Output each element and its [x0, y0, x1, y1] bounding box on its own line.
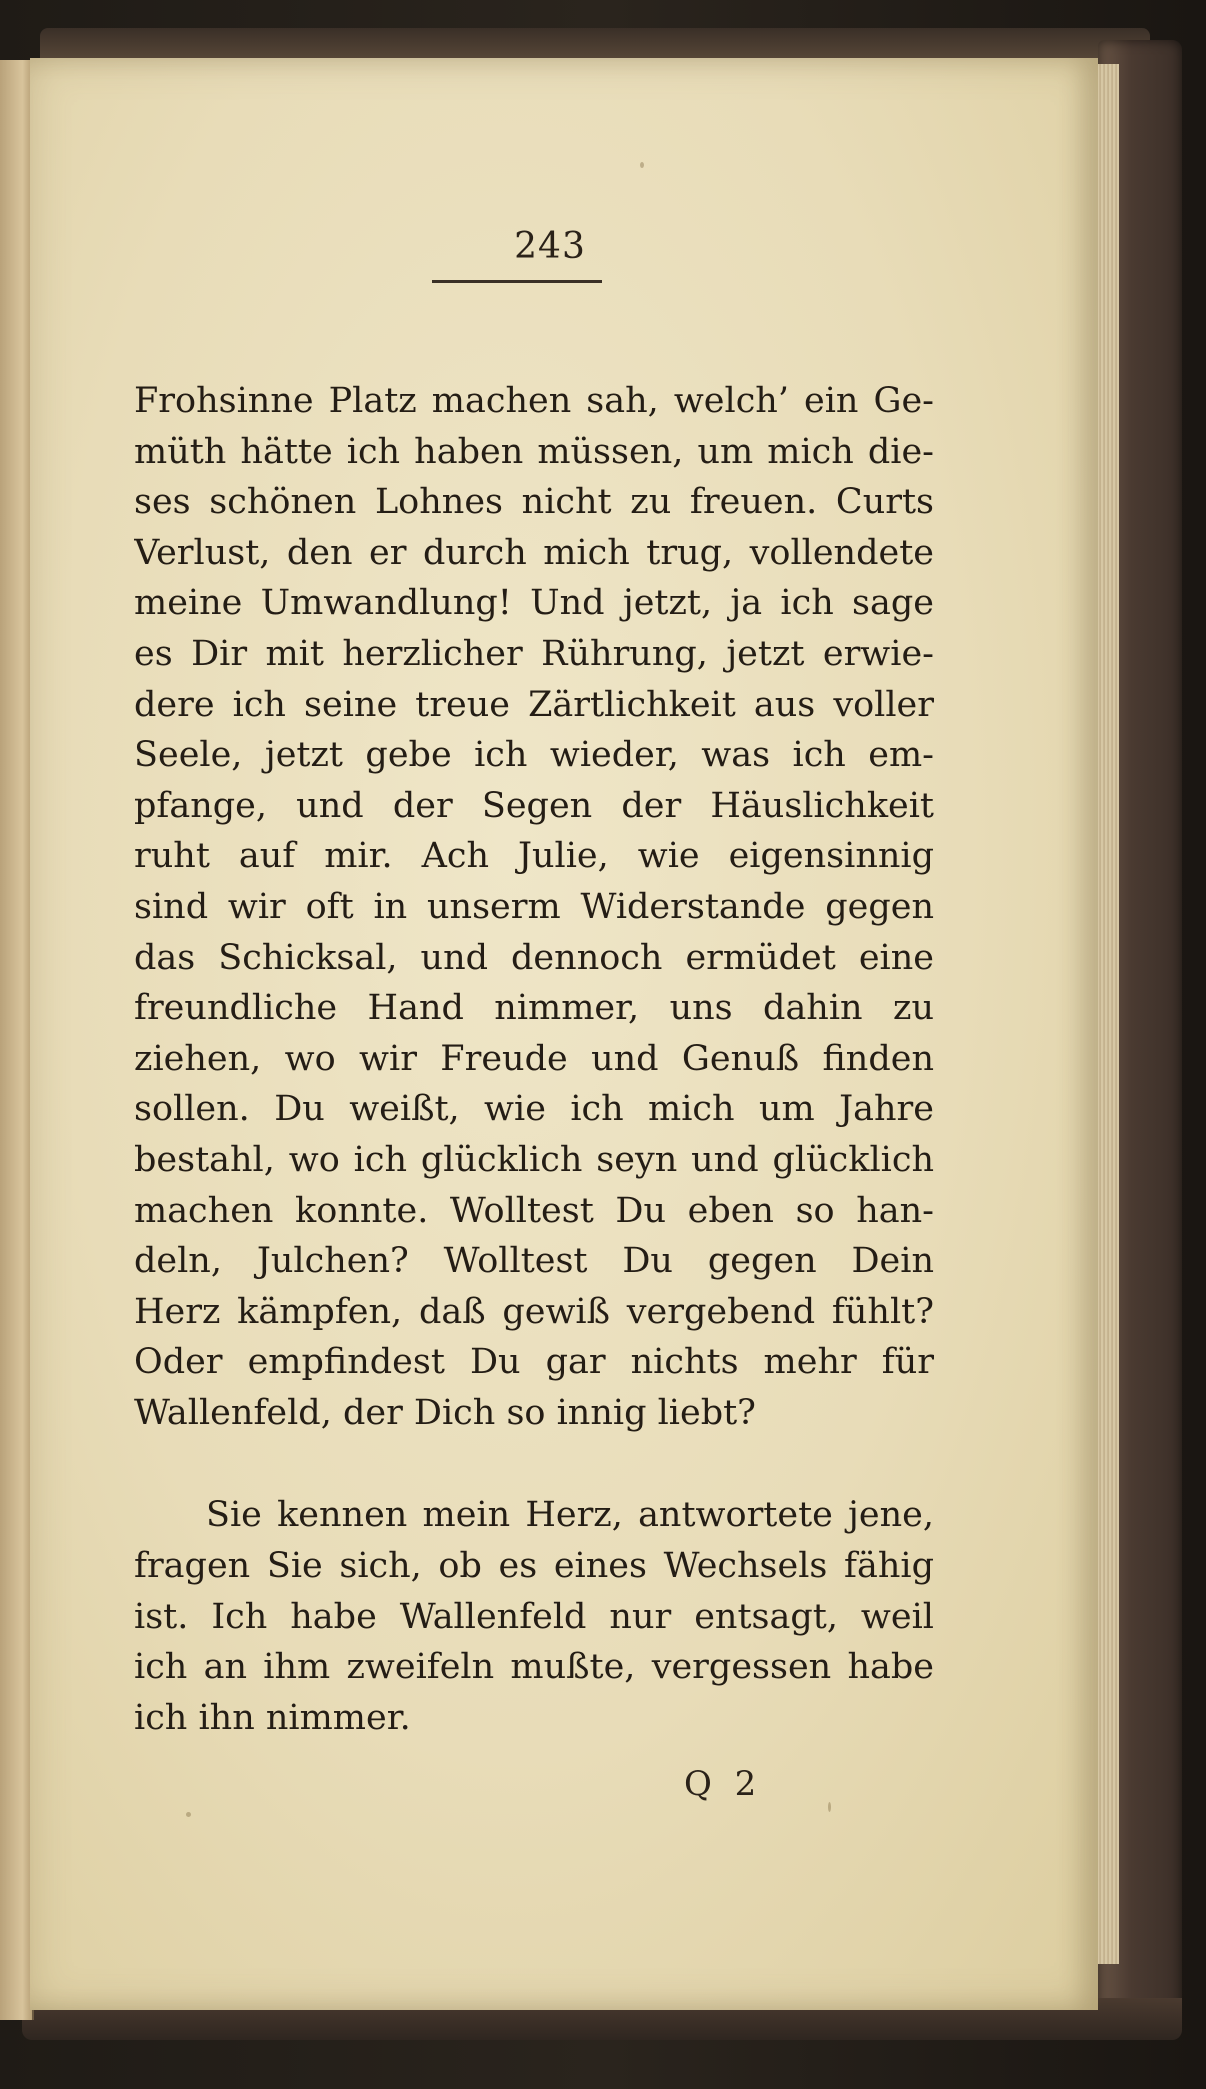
text-line: müth hätte ich haben müssen, um mich die-: [134, 431, 934, 472]
text-line: freundliche Hand nimmer, uns dahin zu: [134, 988, 934, 1029]
text-line: Sie kennen mein Herz, antwortete jene,: [206, 1495, 934, 1536]
text-line: das Schicksal, und dennoch ermüdet eine: [134, 937, 934, 978]
text-line: sind wir oft in unserm Widerstande gegen: [134, 886, 934, 927]
book-page: [30, 58, 1098, 2010]
text-line: Frohsinne Platz machen sah, welch’ ein Ge-: [134, 381, 934, 421]
text-line: deln, Julchen? Wolltest Du gegen Dein: [134, 1241, 934, 1282]
facing-page-edge: [0, 60, 34, 2020]
text-line: machen konnte. Wolltest Du eben so han-: [134, 1190, 934, 1231]
text-line: ses schönen Lohnes nicht zu freuen. Curts: [134, 482, 934, 523]
text-line: Wallenfeld, der Dich so innig liebt?: [134, 1392, 756, 1433]
text-line: fragen Sie sich, ob es eines Wechsels fähig: [134, 1546, 934, 1587]
text-line: ruht auf mir. Ach Julie, wie eigensinnig: [134, 836, 934, 877]
text-line: sollen. Du weißt, wie ich mich um Jahre: [134, 1089, 934, 1130]
text-line: Seele, jetzt gebe ich wieder, was ich em-: [134, 735, 934, 776]
page-number: 243: [514, 226, 586, 267]
text-line: dere ich seine treue Zärtlichkeit aus voller: [134, 684, 934, 725]
paper-speck: [186, 1812, 191, 1817]
text-line: Oder empfindest Du gar nichts mehr für: [134, 1342, 934, 1383]
paragraph-1: [134, 376, 934, 1438]
paper-speck: [828, 1802, 831, 1812]
paper-speck: [640, 162, 644, 168]
paragraph-gap: [134, 1438, 934, 1490]
text-line: ist. Ich habe Wallenfeld nur entsagt, weil: [134, 1596, 934, 1637]
text-line: ziehen, wo wir Freude und Genuß finden: [134, 1038, 934, 1079]
text-line: meine Umwandlung! Und jetzt, ja ich sage: [134, 583, 934, 624]
text-line: Herz kämpfen, daß gewiß vergebend fühlt?: [134, 1291, 934, 1332]
text-line: ich ihn nimmer.: [134, 1697, 411, 1738]
text-line: ich an ihm zweifeln mußte, vergessen habe: [134, 1647, 934, 1688]
signature-mark: Q 2: [684, 1764, 763, 1804]
header-rule: [432, 280, 602, 283]
paragraph-2: [134, 1490, 934, 1743]
text-line: pfange, und der Segen der Häuslichkeit: [134, 785, 934, 826]
text-line: es Dir mit herzlicher Rührung, jetzt erwie-: [134, 633, 934, 674]
body-text: [134, 376, 934, 1743]
text-line: Verlust, den er durch mich trug, vollendete: [134, 532, 934, 573]
text-line: bestahl, wo ich glücklich seyn und glücklich: [134, 1139, 934, 1180]
